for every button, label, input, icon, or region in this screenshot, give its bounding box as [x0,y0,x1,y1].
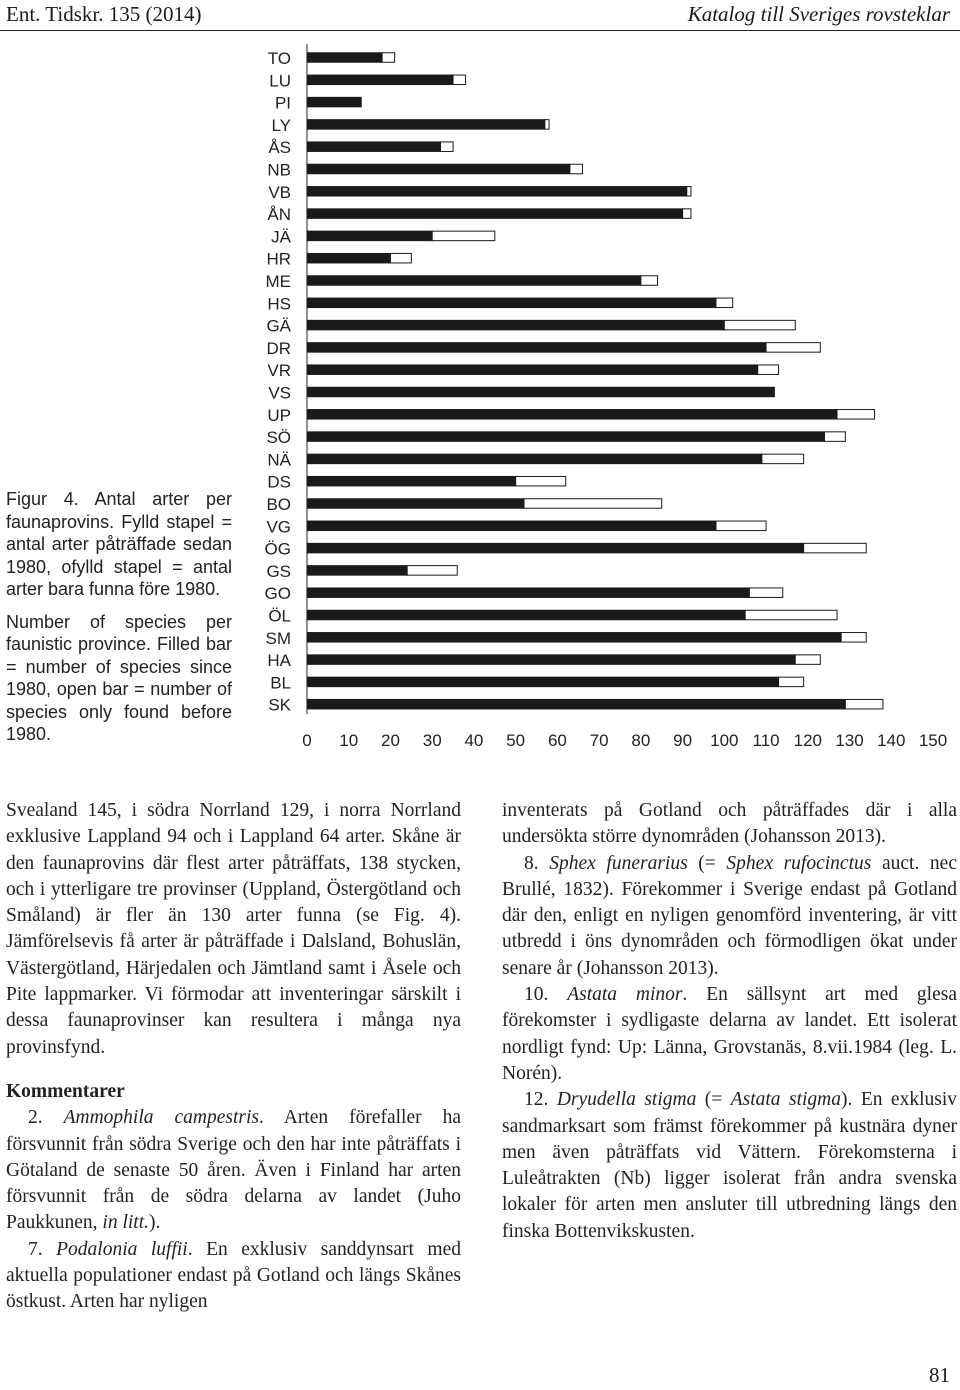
x-tick-label: 20 [381,731,400,750]
comment-text: . Arten förefaller ha försvunnit från södra Sverige och den har inte påträffats i Götaland de senaste 50 åren. Även i Finland har arten försvunnit från de södra delarna av landet (Juho Paukkunen, [6,1107,461,1234]
journal-citation: Ent. Tidskr. 135 (2014) [6,2,202,26]
bar-before-1980 [441,142,454,152]
bar-since-1980 [307,521,716,531]
bar-before-1980 [687,187,691,197]
bar-before-1980 [382,53,395,63]
bar-since-1980 [307,633,841,643]
bar-since-1980 [307,231,432,241]
province-label: LY [271,115,291,135]
body-paragraph: Svealand 145, i södra Norrland 129, i norra Norrland exklusive Lappland 94 och i Lappland 64 arter. Skåne är den faunaprovins där flest arter påträffats, 138 stycken, och i ytterligare tre provinser (Uppland, Östergötland och Småland) är fler än 130 arter funna (se Fig. 4). Jämförelsevis få arter är påträffade i Dalsland, Bohuslän, Västergötland, Härjedalen och Jämtland samt i Åsele och Pite lappmarker. Vi förmodar att inventeringar särskilt i dessa faunaprovinser kan resultera i många nya provinsfynd. [6,800,461,1058]
bar-since-1980 [307,253,390,263]
bar-since-1980 [307,610,745,620]
caption-english: Number of species per faunistic province. Filled bar = number of species since 1980, open bar = number of species only found before 1980. [6,611,232,744]
bar-since-1980 [307,566,407,576]
bar-before-1980 [749,588,782,598]
bar-since-1980 [307,320,724,330]
comment-text: ). En exklusiv sandmarksart som främst förekommer på kustnära dyner men även påträffats vid Vättern. Förekomsterna i Luleåtrakten (Nb) ligger isolerat från andra svenska lokaler för arten men ansluter till utbredning längs den finska Bottenvikskusten. [502,1089,958,1242]
bar-before-1980 [795,655,820,665]
comment-text-end: ). [149,1212,161,1234]
comment-text: . En exklusiv sanddynsart med aktuella populationer endast på Gotland och längs Skånes östkust. Arten har nyligen [6,1238,461,1313]
province-label: ME [265,272,291,291]
bar-since-1980 [307,454,762,464]
in-litt-italic: in litt. [102,1212,149,1234]
species-per-province-chart [0,38,960,778]
bar-since-1980 [307,677,779,687]
province-label: DS [267,472,291,492]
text-column-right [502,798,957,1245]
x-tick-label: 40 [464,731,484,750]
province-label: BL [270,673,291,693]
running-title: Katalog till Sveriges rovsteklar [687,2,950,26]
bar-since-1980 [307,97,361,107]
comment-number: 7. [28,1238,57,1260]
province-label: UP [267,405,291,425]
bar-since-1980 [307,543,804,553]
x-tick-label: 130 [835,731,864,750]
province-label: ÅS [268,138,291,158]
bar-since-1980 [307,142,441,152]
province-label: GS [266,561,291,581]
synonym-name: Sphex rufocinctus [726,852,872,874]
bar-since-1980 [307,298,716,308]
bar-since-1980 [307,499,524,509]
bar-before-1980 [570,164,583,174]
comment-number: 10. [524,984,568,1006]
bar-since-1980 [307,655,795,665]
province-label: ÖG [264,539,291,559]
bar-since-1980 [307,476,516,486]
comment-7 [6,1237,461,1316]
comment-10 [502,982,957,1087]
comment-2 [6,1105,461,1236]
bar-before-1980 [390,253,411,263]
species-name: Astata minor [567,984,683,1006]
bar-before-1980 [837,410,875,420]
x-tick-label: 70 [589,731,609,750]
comment-text: . En sällsynt art med glesa förekomster i sydligaste delarna av landet. Ett isolerat nordligt fynd: Up: Länna, Grovstanäs, 8.vii.1984 (leg. L. Norén). [502,984,957,1084]
caption-swedish: Figur 4. Antal arter per faunaprovins. Fylld stapel = antal arter påträffade sedan 1980, ofylld stapel = antal arter bara funna före 1980. [6,489,232,599]
bar-since-1980 [307,699,845,709]
x-tick-label: 140 [877,731,906,750]
province-label: HS [267,294,291,314]
bar-before-1980 [407,566,457,576]
synonym-name: Astata stigma [730,1089,842,1111]
bar-before-1980 [524,499,662,509]
comment-12 [502,1087,957,1245]
province-label: SÖ [266,428,291,448]
comment-text: auct. nec Brullé, 1832). Förekommer i Sverige endast på Gotland där den, enligt en nyligen genomförd inventering, är vitt utbredd i öns dynområden och förmodligen ökat under senare år (Johansson 2013). [502,852,957,979]
bar-since-1980 [307,365,758,375]
province-label: VB [268,182,291,202]
bar-since-1980 [307,187,687,197]
body-paragraph: inventerats på Gotland och påträffades där i alla undersökta större dynområden (Johansson 2013). [502,800,957,848]
x-tick-label: 60 [547,731,567,750]
bar-since-1980 [307,387,774,397]
bar-before-1980 [683,209,691,219]
bar-before-1980 [545,120,549,129]
bar-before-1980 [845,699,883,709]
text-column-left [6,798,461,1316]
species-name: Ammophila campestris [63,1107,259,1129]
province-label: PI [274,93,291,113]
comment-number: 12. [524,1089,557,1111]
province-label: ÅN [267,205,291,225]
province-label: ÖL [268,606,291,626]
bar-since-1980 [307,432,824,442]
bar-before-1980 [758,365,779,375]
province-label: VR [267,361,291,381]
section-heading: Kommentarer [6,1080,125,1102]
species-name: Podalonia luffii [56,1238,188,1260]
bar-since-1980 [307,53,382,63]
x-tick-label: 50 [506,731,526,750]
bar-before-1980 [745,610,837,620]
x-tick-label: 120 [793,731,822,750]
x-tick-label: 110 [752,731,780,750]
bar-before-1980 [641,276,658,286]
bar-since-1980 [307,410,837,420]
header-rule [0,30,960,31]
bar-before-1980 [716,298,733,308]
bar-before-1980 [766,343,820,353]
province-label: LU [269,71,291,91]
x-tick-label: 150 [918,731,948,750]
page-number: 81 [929,1363,950,1387]
comment-number: 8. [524,852,550,874]
bar-since-1980 [307,209,683,219]
x-tick-label: 80 [631,731,651,750]
comment-text: (= [687,852,727,874]
bar-before-1980 [779,677,804,687]
province-label: HR [266,249,291,269]
bar-before-1980 [841,633,866,643]
province-label: GÄ [266,316,291,336]
bar-since-1980 [307,276,641,286]
bar-since-1980 [307,588,749,598]
province-label: DR [266,338,291,358]
x-tick-label: 0 [302,731,312,750]
bar-before-1980 [453,75,466,85]
province-label: NB [267,160,291,180]
comment-text: (= [696,1089,731,1111]
bar-since-1980 [307,343,766,353]
province-label: HA [267,651,291,671]
bar-before-1980 [804,543,867,553]
bar-before-1980 [716,521,766,531]
province-label: JÄ [271,227,291,247]
bar-before-1980 [762,454,804,464]
bar-before-1980 [432,231,495,241]
province-label: VS [268,383,291,403]
species-name: Sphex funerarius [549,852,688,874]
bar-since-1980 [307,164,570,174]
province-label: BO [266,495,291,514]
x-tick-label: 90 [673,731,693,750]
bar-since-1980 [307,75,453,85]
x-tick-label: 100 [710,731,739,750]
province-label: VG [266,517,291,537]
bar-since-1980 [307,120,545,129]
comment-number: 2. [28,1107,64,1129]
province-label: NÄ [267,450,291,470]
species-name: Dryudella stigma [556,1089,697,1111]
province-label: GO [264,584,291,604]
comment-8 [502,851,957,982]
province-label: TO [267,49,291,68]
bar-before-1980 [824,432,845,442]
province-label: SK [268,695,291,715]
x-tick-label: 10 [339,731,359,750]
province-label: SM [265,628,291,648]
bar-before-1980 [516,476,566,486]
x-tick-label: 30 [422,731,442,750]
bar-before-1980 [724,320,795,330]
